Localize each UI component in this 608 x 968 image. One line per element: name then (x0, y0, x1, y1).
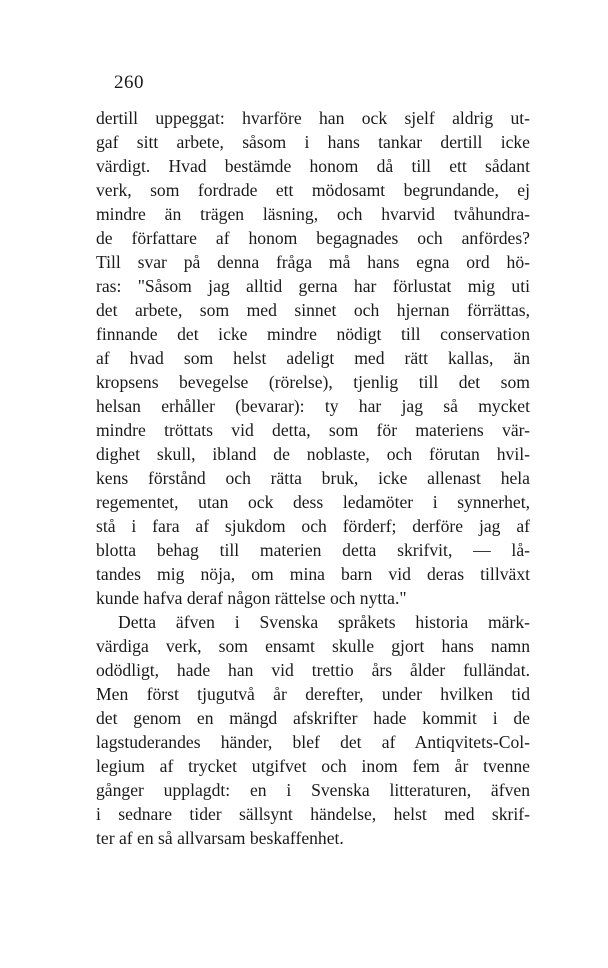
text-line: dighet skull, ibland de noblaste, och förutan hvil- (96, 444, 530, 464)
text-line: regementet, utan ock dess ledamöter i synnerhet, (96, 492, 530, 512)
text-line: värdiga verk, som ensamt skulle gjort hans namn (96, 636, 530, 656)
text-line: kropsens bevegelse (rörelse), tjenlig till det som (96, 372, 530, 392)
body-text (96, 106, 530, 850)
text-line: i sednare tider sällsynt händelse, helst med skrif- (96, 804, 530, 824)
text-line: finnande det icke mindre nödigt till conservation (96, 324, 530, 344)
text-line: tandes mig nöja, om mina barn vid deras tillväxt (96, 564, 530, 584)
text-line: lagstuderandes händer, blef det af Antiqvitets-Col- (96, 732, 530, 752)
text-line: af hvad som helst adeligt med rätt kallas, än (96, 348, 530, 368)
text-line: mindre än trägen läsning, och hvarvid tvåhundra- (96, 204, 530, 224)
text-line: kens förstånd och rätta bruk, icke allenast hela (96, 468, 530, 488)
text-line: Men först tjugutvå år derefter, under hvilken tid (96, 684, 530, 704)
text-line: det genom en mängd afskrifter hade kommit i de (96, 708, 530, 728)
text-line: odödligt, hade han vid trettio års ålder fulländat. (96, 660, 530, 680)
text-line: mindre tröttats vid detta, som för materiens vär- (96, 420, 530, 440)
text-line: kunde hafva deraf någon rättelse och nytta." (96, 588, 407, 608)
page-number: 260 (114, 72, 144, 93)
text-line: de författare af honom begagnades och anfördes? (96, 228, 530, 248)
text-line: det arbete, som med sinnet och hjernan förrättas, (96, 300, 530, 320)
text-line: gaf sitt arbete, såsom i hans tankar dertill icke (96, 132, 530, 152)
text-line: verk, som fordrade ett mödosamt begrundande, ej (96, 180, 530, 200)
text-line: ter af en så allvarsam beskaffenhet. (96, 828, 344, 848)
text-line: stå i fara af sjukdom och förderf; derföre jag af (96, 516, 530, 536)
text-line: ras: "Såsom jag alltid gerna har förlustat mig uti (96, 276, 530, 296)
text-line: blotta behag till materien detta skrifvit, — lå- (96, 540, 530, 560)
text-line: Till svar på denna fråga må hans egna ord hö- (96, 252, 530, 272)
text-line: gånger upplagdt: en i Svenska litteraturen, äfven (96, 780, 530, 800)
text-line: värdigt. Hvad bestämde honom då till ett sådant (96, 156, 530, 176)
text-line: Detta äfven i Svenska språkets historia märk- (118, 612, 530, 632)
text-line: helsan erhåller (bevarar): ty har jag så mycket (96, 396, 530, 416)
text-line: dertill uppeggat: hvarföre han ock sjelf aldrig ut- (96, 108, 530, 128)
text-line: legium af trycket utgifvet och inom fem år tvenne (96, 756, 530, 776)
